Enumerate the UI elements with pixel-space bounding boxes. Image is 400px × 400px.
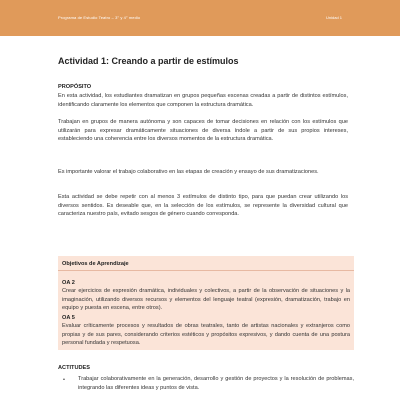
oa2-code: OA 2	[62, 280, 75, 286]
activity-title: Actividad 1: Creando a partir de estímulos	[58, 56, 239, 66]
actitudes-heading: ACTITUDES	[58, 365, 91, 371]
proposito-paragraph-1: En esta actividad, los estudiantes dramatizan en grupos pequeñas escenas creadas a partir de distintos estímulos, identificando claramente los elementos que componen la estructura dramática.	[58, 93, 348, 108]
bullet-marker: •	[63, 377, 65, 383]
objectives-divider	[58, 270, 354, 271]
proposito-heading: PROPÓSITO	[58, 84, 92, 90]
oa2-text: Crear ejercicios de expresión dramática, individuales y colectivos, a partir de la observación de situaciones y la imaginación, utilizando diversos recursos y elementos del lenguaje teatral (expresión, dramatización, trabajo en equipo y puesta en escena, entre otros).	[62, 288, 350, 312]
objectives-heading: Objetivos de Aprendizaje	[62, 261, 129, 267]
unit-label: Unidad 1	[326, 15, 343, 20]
proposito-paragraph-4: Esta actividad se debe repetir con al menos 3 estímulos de distinto tipo, para que puedan crear utilizando los diversos sentidos. Es deseable que, en la selección de los estímulos, se represente la diversidad cultural que caracteriza nuestro país, evitado sesgos de género cuando corresponda.	[58, 194, 348, 218]
proposito-paragraph-2: Trabajan en grupos de manera autónoma y son capaces de tomar decisiones en relación con los estímulos que utilizarán para expresar dramáticamente situaciones de diversa índole a partir de sus propios intereses, estableciendo una coherencia entre los diversos momentos de la estructura dramática.	[58, 119, 348, 143]
oa5-text: Evaluar críticamente procesos y resultados de obras teatrales, tanto de artistas nacionales y extranjeros como propias y de sus pares, considerando criterios estéticos y propósitos expresivos, y dando cuenta de una postura personal fundada y respetuosa.	[62, 323, 350, 347]
actitud-item-1: Trabajar colaborativamente en la generación, desarrollo y gestión de proyectos y la resolución de problemas, integrando las diferentes ideas y puntos de vista.	[78, 376, 354, 391]
proposito-paragraph-3: Es importante valorar el trabajo colaborativo en las etapas de creación y ensayo de sus dramatizaciones.	[58, 169, 319, 175]
program-name: Programa de Estudio Teatro – 3° y 4° medio	[58, 15, 141, 20]
objectives-box	[58, 256, 354, 350]
oa5-code: OA 5	[62, 315, 75, 321]
header-bar	[0, 0, 400, 36]
